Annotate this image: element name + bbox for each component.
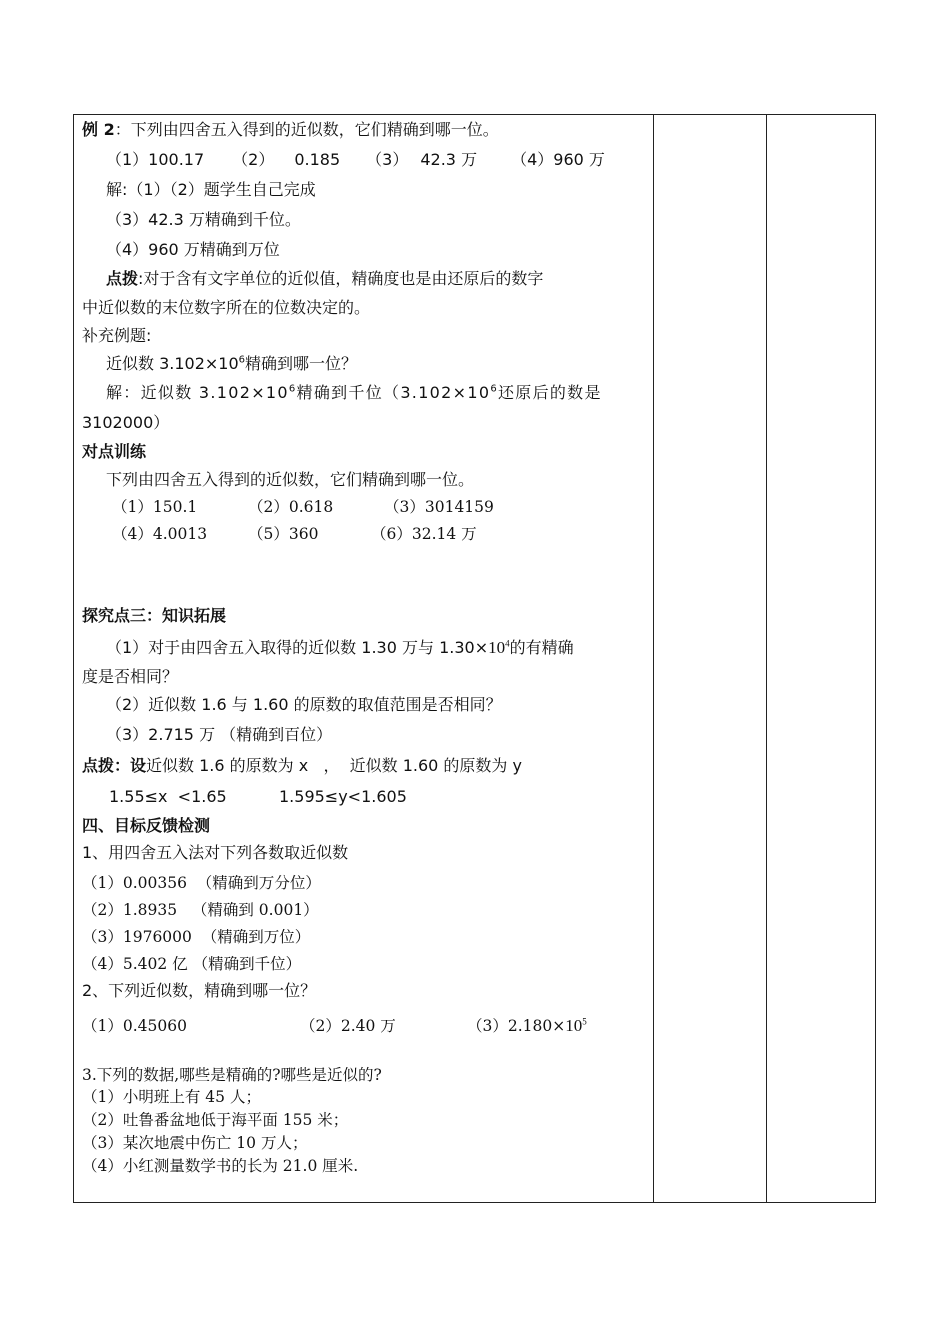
drill-row-1 xyxy=(112,497,494,517)
explore-question-1-pre: （1）对于由四舍五入取得的近似数 1.30 万与 1.30× xyxy=(106,638,489,657)
drill-item-5: （5）360 xyxy=(248,525,319,543)
explore-question-1-base: 10 xyxy=(488,638,506,657)
lesson-table xyxy=(73,114,876,1203)
example2-tip-line1: :对于含有文字单位的近似值，精确度也是由还原后的数字 xyxy=(138,269,544,288)
example2-item-4: （4）960 万 xyxy=(511,150,605,169)
explore-range-y: 1.595≤y<1.605 xyxy=(279,787,407,806)
feedback-question-2-item-3: （3）2.180× xyxy=(467,1017,566,1035)
feedback-question-3-item-4: （4）小红测量数学书的长为 21.0 厘米. xyxy=(82,1157,359,1175)
example2-tip-line2: 中近似数的末位数字所在的位数决定的。 xyxy=(82,298,371,317)
example2-item-2-value: 0.185 xyxy=(294,150,341,169)
explore-question-3: （3）2.715 万 （精确到百位） xyxy=(106,725,333,744)
explore-tip xyxy=(82,756,522,776)
feedback-question-1: 1、用四舍五入法对下列各数取近似数 xyxy=(82,843,349,862)
explore-question-1 xyxy=(106,638,574,658)
explore-tip-label: 点拨：设 xyxy=(82,756,147,775)
feedback-question-2-item-3-power xyxy=(565,1016,587,1035)
explore-question-2: （2）近似数 1.6 与 1.60 的原数的取值范围是否相同？ xyxy=(106,695,502,714)
drill-heading xyxy=(82,442,146,462)
supplement-question-exponent: 6 xyxy=(238,354,246,366)
feedback-question-1-item-2: （2）1.8935 （精确到 0.001） xyxy=(82,901,319,919)
feedback-question-2-item-3-exponent: 5 xyxy=(582,1016,587,1027)
feedback-question-1-item-3: （3）1976000 （精确到万位） xyxy=(82,928,311,946)
supplement-answer-line2: 3102000） xyxy=(82,413,170,432)
supplement-answer-pre: 解：近似数 3.102×10 xyxy=(106,383,289,402)
drill-item-3: （3）3014159 xyxy=(384,498,494,516)
supplement-answer-post: 还原后的数是 xyxy=(497,383,602,402)
supplement-answer-exponent1: 6 xyxy=(288,383,297,395)
explore-question-1-post: 的有精确 xyxy=(509,638,574,657)
example2-solution-4: （4）960 万精确到万位 xyxy=(106,240,280,259)
drill-item-2: （2）0.618 xyxy=(248,498,334,516)
supplement-answer-mid: 精确到千位（3.102×10 xyxy=(296,383,491,402)
feedback-question-1-item-1: （1）0.00356 （精确到万分位） xyxy=(82,874,321,892)
drill-row-2 xyxy=(112,524,477,544)
feedback-question-3-item-2: （2）吐鲁番盆地低于海平面 155 米； xyxy=(82,1111,349,1129)
example2-solution-intro: 解:（1）（2）题学生自己完成 xyxy=(106,180,316,199)
explore-ranges xyxy=(109,787,407,807)
explore-question-1-exponent: 4 xyxy=(505,638,510,649)
example2-tip-label: 点拨 xyxy=(106,269,139,288)
feedback-question-2-item-3-base: 10 xyxy=(565,1016,583,1035)
example2-title xyxy=(82,120,499,140)
supplement-question xyxy=(106,354,357,374)
example2-items xyxy=(106,150,605,170)
column-divider-1 xyxy=(653,115,654,1202)
feedback-question-3-item-3: （3）某次地震中伤亡 10 万人； xyxy=(82,1134,308,1152)
feedback-heading-text: 四、目标反馈检测 xyxy=(82,816,211,835)
feedback-question-2-items xyxy=(82,1016,587,1036)
supplement-question-post: 精确到哪一位？ xyxy=(245,354,358,373)
drill-item-4: （4）4.0013 xyxy=(112,525,208,543)
feedback-question-2: 2、下列近似数，精确到哪一位？ xyxy=(82,981,317,1000)
example2-heading: 例 2 xyxy=(82,120,115,139)
feedback-question-3-item-1: （1）小明班上有 45 人； xyxy=(82,1088,261,1106)
drill-item-1: （1）150.1 xyxy=(112,498,198,516)
explore-heading-text: 探究点三：知识拓展 xyxy=(82,606,227,625)
feedback-question-1-item-4: （4）5.402 亿 （精确到千位） xyxy=(82,955,302,973)
example2-item-1: （1）100.17 xyxy=(106,150,205,169)
explore-range-x: 1.55≤x <1.65 xyxy=(109,787,227,806)
supplement-answer xyxy=(106,383,602,403)
feedback-question-2-item-1: （1）0.45060 xyxy=(82,1017,187,1035)
example2-tip xyxy=(106,269,543,289)
explore-question-1-line2: 度是否相同？ xyxy=(82,667,179,686)
example2-item-3: （3） xyxy=(366,150,409,169)
example2-question: ：下列由四舍五入得到的近似数，它们精确到哪一位。 xyxy=(114,120,499,139)
supplement-label: 补充例题: xyxy=(82,326,152,345)
example2-item-3-value: 42.3 万 xyxy=(420,150,478,169)
drill-question: 下列由四舍五入得到的近似数，它们精确到哪一位。 xyxy=(106,470,475,489)
column-divider-2 xyxy=(766,115,767,1202)
supplement-question-pre: 近似数 3.102×10 xyxy=(106,354,239,373)
explore-question-1-power xyxy=(488,638,510,657)
example2-item-2: （2） xyxy=(232,150,275,169)
feedback-heading xyxy=(82,816,210,836)
drill-heading-text: 对点训练 xyxy=(82,442,147,461)
feedback-question-3: 3.下列的数据,哪些是精确的?哪些是近似的? xyxy=(82,1066,382,1084)
feedback-question-2-item-2: （2）2.40 万 xyxy=(300,1017,396,1035)
drill-item-6: （6）32.14 万 xyxy=(371,525,477,543)
explore-tip-text: 近似数 1.6 的原数为 x ， 近似数 1.60 的原数为 y xyxy=(146,756,522,775)
explore-heading xyxy=(82,606,226,626)
supplement-answer-exponent2: 6 xyxy=(490,383,498,395)
example2-solution-3: （3）42.3 万精确到千位。 xyxy=(106,210,301,229)
